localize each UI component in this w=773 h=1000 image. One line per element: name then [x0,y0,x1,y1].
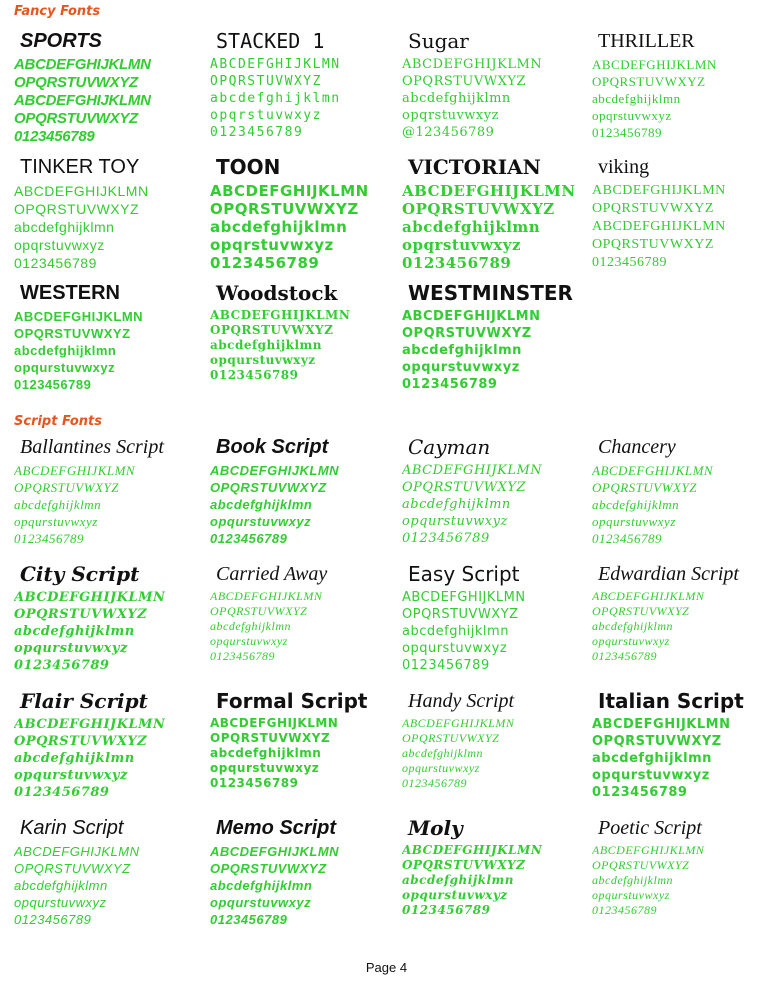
sample-line: abcdefghijklmn [402,746,483,760]
font-title: TINKER TOY [20,156,140,178]
sample-line: 0123456789 [592,531,662,546]
sample-line: abcdefghijklmn [592,619,673,633]
font-title: Woodstock [216,281,338,305]
font-sample-memo-script[interactable] [210,815,392,937]
sample-line: 0123456789 [402,531,490,546]
script-fonts-heading: Script Fonts [14,414,102,429]
sample-line: opqrstuvwxyz [402,236,521,254]
font-sample-easy-script[interactable] [402,561,584,683]
sample-line: abcdefghijklmn [402,497,511,512]
font-title: Edwardian Script [598,563,739,585]
sample-line: opqurstuvwxyz [402,514,508,529]
sample-line: OPQRSTUVWXYZ [402,480,527,495]
sample-line: 0123456789 [402,776,467,790]
font-title: Chancery [598,436,676,458]
sample-line: abcdefghijklmn [402,343,522,358]
font-title: THRILLER [598,30,695,52]
sample-line: opqurstuvwxyz [210,895,312,910]
sample-line: 0123456789 [14,255,97,271]
sample-line: OPQRSTUVWXYZ [14,734,148,749]
sample-line: 0123456789 [402,254,512,272]
sample-line: OPQRSTUVWXYZ [402,74,527,89]
sample-line: OPQRSTUVWXYZ [210,74,322,89]
sample-line: OPQRSTUVWXYZ [210,604,308,618]
sample-line: abcdefghijklmn [592,751,712,766]
font-title: Formal Script [216,689,368,713]
sample-line: ABCDEFGHIJKLMN [14,183,149,199]
sample-line: abcdefghijklmn [402,624,509,639]
sample-line: 0123456789 [14,785,110,800]
sample-line: opqurstuvwxyz [14,514,98,529]
sample-line: OPQRSTUVWXYZ [14,861,131,876]
font-sample-poetic-script[interactable] [592,815,773,937]
sample-line: ABCDEFGHIJKLMN [14,56,151,73]
sample-line: 0123456789 [210,368,299,382]
sample-line: 0123456789 [592,903,657,917]
sample-line: abcdefghijklmn [210,91,341,106]
sample-line: ABCDEFGHIJKLMN [592,463,714,478]
font-sample-toon[interactable] [210,154,392,276]
font-sample-formal-script[interactable] [210,688,392,810]
sample-line: ABCDEFGHIJKLMN [14,717,166,732]
sample-line: opqurstuvwxyz [210,634,288,648]
sample-line: ABCDEFGHIJKLMN [14,590,166,605]
font-sample-book-script[interactable] [210,434,392,556]
sample-line: ABCDEFGHIJKLMN [210,57,341,72]
sample-line: opqurstuvwxyz [592,768,710,783]
sample-line: OPQRSTUVWXYZ [402,858,526,872]
sample-line: 0123456789 [592,125,662,140]
sample-line: @123456789 [402,125,495,140]
sample-line: ABCDEFGHIJKLMN [402,309,541,324]
sample-line: opqurstuvwxyz [402,888,508,902]
sample-line: opqrstuvwxyz [210,236,334,254]
sample-line: opqurstuvwxyz [592,514,676,529]
font-sample-carried-away[interactable] [210,561,392,683]
sample-line: ABCDEFGHIJKLMN [592,57,717,72]
sample-line: 0123456789 [402,658,490,673]
sample-line: 0123456789 [210,912,288,927]
sample-line: abcdefghijklmn [14,624,135,639]
font-title: Italian Script [598,689,744,713]
sample-line: ABCDEFGHIJKLMN [592,219,726,234]
fancy-row [14,280,764,406]
font-sample-western[interactable] [14,280,196,402]
sample-line: opqrstuvwxyz [402,108,499,123]
sample-line: 0123456789 [210,531,288,546]
sample-line: ABCDEFGHIJKLMN [210,844,340,859]
script-row [14,434,764,561]
font-title: viking [598,156,650,178]
sample-line: OPQRSTUVWXYZ [592,237,714,252]
font-title: Book Script [216,436,329,458]
sample-line: abcdefghijklmn [592,873,673,887]
fancy-fonts-grid [14,28,764,406]
page-number: Page 4 [365,960,408,975]
sample-line: 0123456789 [14,531,84,546]
sample-line: OPQRSTUVWXYZ [402,607,519,622]
sample-line: 0123456789 [210,254,320,272]
font-sample-moly[interactable] [402,815,584,937]
sample-line: ABCDEFGHIJKLMN [210,182,369,200]
sample-line: ABCDEFGHIJKLMN [592,589,705,603]
sample-line: OPQRSTUVWXYZ [14,607,148,622]
sample-line: OPQRSTUVWXYZ [592,201,714,216]
sample-line: ABCDEFGHIJKLMN [14,844,140,859]
sample-line: abcdefghijklmn [14,497,102,512]
sample-line: 0123456789 [210,776,299,790]
sample-line: ABCDEFGHIJKLMN [14,463,136,478]
font-sample-ballantines-script[interactable] [14,434,196,556]
font-sample-stacked-1[interactable] [210,28,392,150]
sample-line: ABCDEFGHIJKLMN [14,92,151,109]
sample-line: 0123456789 [592,255,667,270]
font-title: Karin Script [20,817,124,839]
font-title: WESTMINSTER [408,281,573,305]
sample-line: abcdefghijklmn [210,338,322,352]
sample-line: ABCDEFGHIJKLMN [402,57,543,72]
sample-line: opqurstuvwxyz [210,761,320,775]
font-sample-cayman[interactable] [402,434,584,556]
font-title: Memo Script [216,817,337,839]
font-sample-thriller[interactable] [592,28,773,150]
sample-line: opqurstuvwxyz [14,768,128,783]
sample-line: abcdefghijklmn [402,873,514,887]
font-title: WESTERN [20,282,120,304]
font-title: Ballantines Script [20,436,164,458]
font-title: Carried Away [216,563,328,585]
sample-line: abcdefghijklmn [14,751,135,766]
sample-line: ABCDEFGHIJKLMN [210,463,340,478]
sample-line: OPQRSTUVWXYZ [14,110,138,127]
font-sample-tinker-toy[interactable] [14,154,196,276]
sample-line: abcdefghijklmn [592,497,680,512]
sample-line: opqurstuvwxyz [402,761,480,775]
sample-line: abcdefghijklmn [14,878,108,893]
sample-line: OPQRSTUVWXYZ [210,731,331,745]
font-sample-karin-script[interactable] [14,815,196,937]
sample-line: ABCDEFGHIJKLMN [402,463,543,478]
font-sample-westminster[interactable] [402,280,584,402]
sample-line: 0123456789 [210,649,275,663]
sample-line: opqurstuvwxyz [402,360,520,375]
sample-line: abcdefghijklmn [210,878,313,893]
sample-line: OPQRSTUVWXYZ [592,858,690,872]
sample-line: abcdefghijklmn [402,218,541,236]
script-row [14,688,764,815]
font-title: SPORTS [20,30,102,52]
sample-line: OPQRSTUVWXYZ [14,326,131,341]
font-sample-victorian[interactable] [402,154,584,276]
sample-line: OPQRSTUVWXYZ [14,480,119,495]
font-title: Flair Script [20,689,148,713]
font-title: Easy Script [408,562,520,586]
sample-line: opqurstuvwxyz [592,888,670,902]
font-sample-woodstock[interactable] [210,280,392,402]
sample-line: abcdefghijklmn [14,343,117,358]
sample-line: OPQRSTUVWXYZ [402,731,500,745]
sample-line: 0123456789 [592,649,657,663]
sample-line: opqurstuvwxyz [592,634,670,648]
sample-line: OPQRSTUVWXYZ [592,734,722,749]
sample-line: OPQRSTUVWXYZ [592,480,697,495]
sample-line: OPQRSTUVWXYZ [210,480,327,495]
sample-line: abcdefghijklmn [592,91,681,106]
script-row [14,815,764,942]
sample-line: ABCDEFGHIJKLMN [402,182,576,200]
font-title: Cayman [408,435,491,459]
sample-line: opqurstuvwxyz [14,360,116,375]
sample-line: OPQRSTUVWXYZ [210,200,359,218]
font-sample-sports[interactable] [14,28,196,150]
sample-line: abcdefghijklmn [210,746,322,760]
sample-line: ABCDEFGHIJKLMN [592,843,705,857]
sample-line: OPQRSTUVWXYZ [592,604,690,618]
sample-line: opqrstuvwxyz [592,108,672,123]
sample-line: opqurstuvwxyz [210,353,316,367]
sample-line: 0123456789 [210,125,304,140]
font-title: Moly [408,816,463,840]
fancy-row [14,28,764,154]
font-sample-handy-script[interactable] [402,688,584,810]
font-sample-italian-script[interactable] [592,688,773,810]
font-sample-sugar[interactable] [402,28,584,150]
script-row [14,561,764,688]
sample-line: opqurstuvwxyz [14,895,107,910]
sample-line: OPQRSTUVWXYZ [210,323,334,337]
sample-line: opqrstuvwxyz [14,237,105,253]
font-sample-chancery[interactable] [592,434,773,556]
sample-line: abcdefghijklmn [210,619,291,633]
sample-line: OPQRSTUVWXYZ [592,74,706,89]
font-sample-flair-script[interactable] [14,688,196,810]
font-sample-edwardian-script[interactable] [592,561,773,683]
fancy-fonts-heading: Fancy Fonts [14,4,101,19]
font-title: TOON [216,155,281,179]
sample-line: opqurstuvwxyz [14,641,128,656]
sample-line: opqurstuvwxyz [210,514,312,529]
sample-line: 0123456789 [14,377,92,392]
sample-line: opqurstuvwxyz [402,641,508,656]
font-title: VICTORIAN [408,155,541,179]
sample-line: abcdefghijklmn [210,218,348,236]
sample-line: ABCDEFGHIJKLMN [210,716,339,730]
font-title: Handy Script [408,690,515,712]
fancy-row [14,154,764,280]
sample-line: ABCDEFGHIJKLMN [402,843,543,857]
font-title: STACKED 1 [216,29,325,53]
sample-line: OPQRSTUVWXYZ [210,861,327,876]
sample-line: 0123456789 [14,658,110,673]
sample-line: OPQRSTUVWXYZ [14,74,138,91]
sample-line: ABCDEFGHIJKLMN [402,590,526,605]
font-sample-city-script[interactable] [14,561,196,683]
sample-line: 0123456789 [402,377,498,392]
sample-line: 0123456789 [402,903,491,917]
sample-line: 0123456789 [14,912,92,927]
font-title: Poetic Script [598,817,702,839]
sample-line: abcdefghijklmn [402,91,511,106]
script-fonts-grid [14,434,764,942]
sample-line: ABCDEFGHIJKLMN [210,308,351,322]
sample-line: ABCDEFGHIJKLMN [14,309,144,324]
sample-line: opqrstuvwxyz [210,108,322,123]
sample-line: ABCDEFGHIJKLMN [592,183,726,198]
sample-line: 0123456789 [592,785,688,800]
font-sample-viking[interactable] [592,154,773,276]
sample-line: OPQRSTUVWXYZ [14,201,140,217]
sample-line: ABCDEFGHIJKLMN [210,589,323,603]
sample-line: OPQRSTUVWXYZ [402,326,532,341]
sample-line: ABCDEFGHIJKLMN [592,717,731,732]
sample-line: abcdefghijklmn [210,497,313,512]
font-title: Sugar [408,29,469,53]
sample-line: abcdefghijklmn [14,219,115,235]
sample-line: 0123456789 [14,128,95,145]
font-title: City Script [20,562,140,586]
sample-line: ABCDEFGHIJKLMN [402,716,515,730]
sample-line: OPQRSTUVWXYZ [402,200,555,218]
